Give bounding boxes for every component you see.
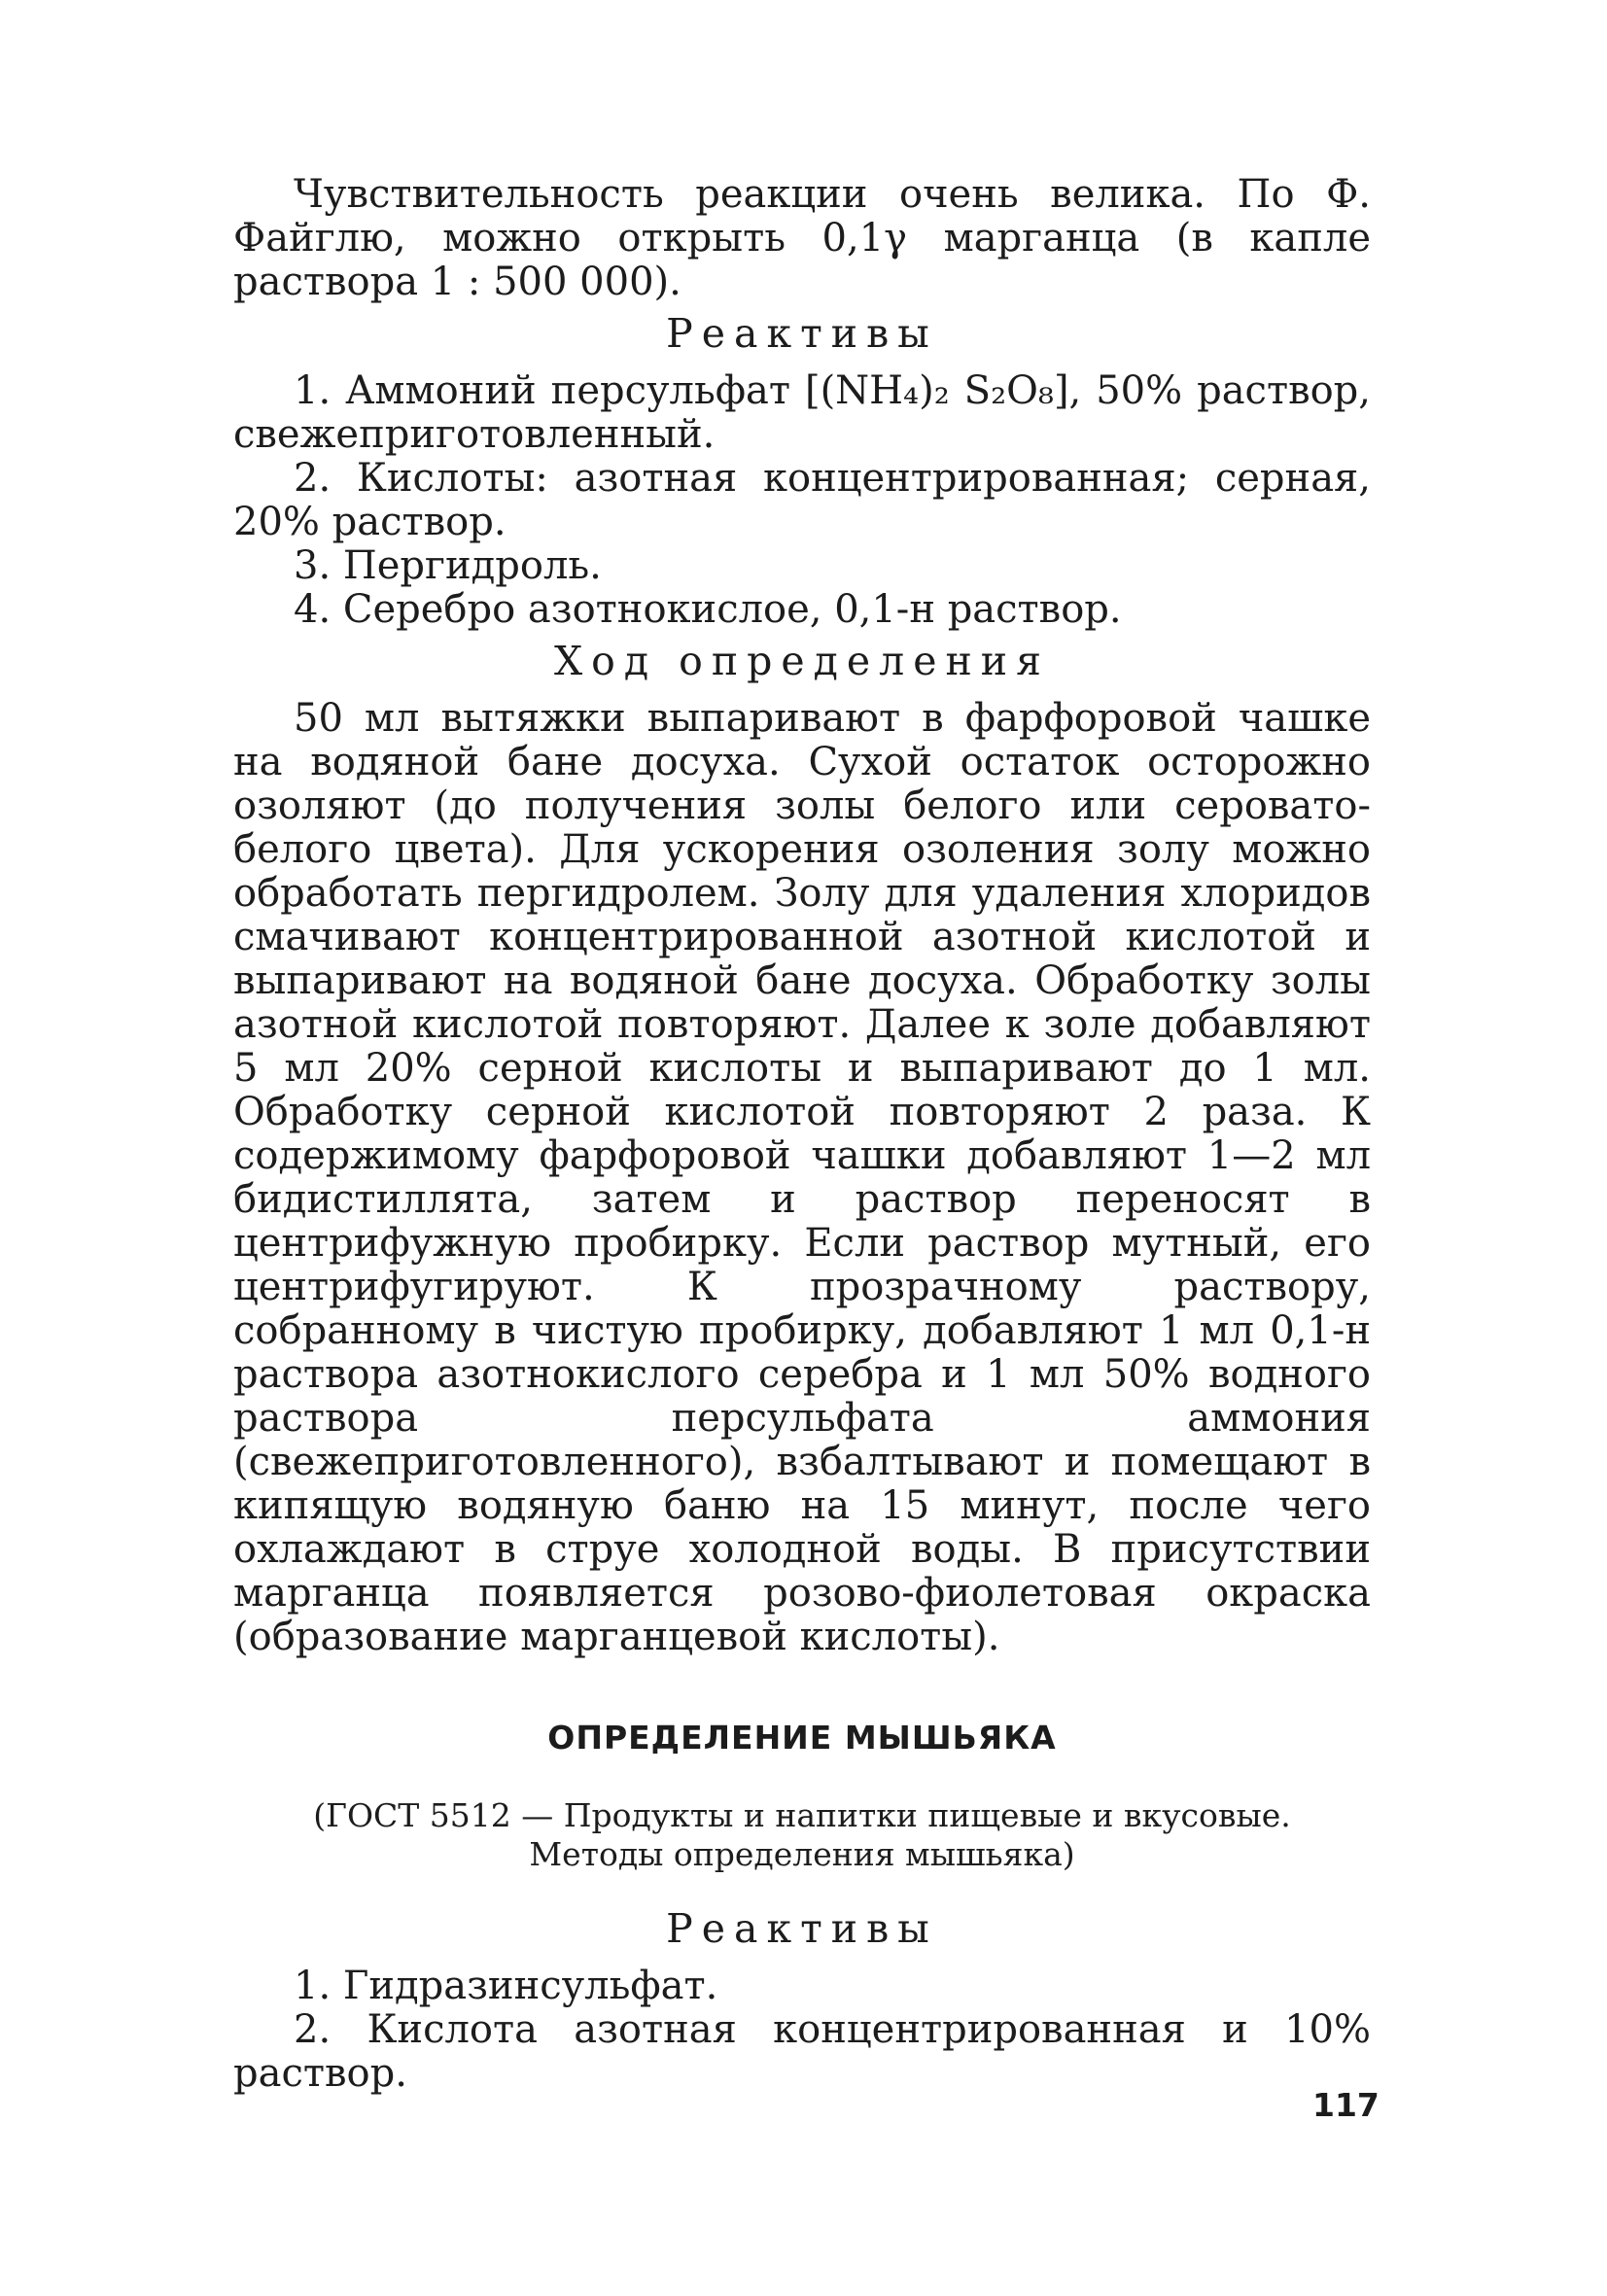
reagent-item: 2. Кислота азотная концентрированная и 10% раствор. <box>233 2007 1371 2096</box>
reagent-item: 3. Пергидроль. <box>294 543 602 588</box>
section-title: ОПРЕДЕЛЕНИЕ МЫШЬЯКА <box>547 1719 1057 1757</box>
procedure-paragraph: 50 мл вытяжки выпаривают в фарфоровой чашке на водяной бане досуха. Сухой остаток осторожно озоляют (до получения золы белого или серовато-белого цвета). Для ускорения озоления золу можно обработать пергидролем. Золу для удаления хлоридов смачивают концентрированной азотной кислотой и выпаривают на водяной бане досуха. Обработку золы азотной кислотой повторяют. Далее к золе добавляют 5 мл 20% серной кислоты и выпаривают до 1 мл. Обработку серной кислотой повторяют 2 раза. К содержимому фарфоровой чашки добавляют 1—2 мл бидистиллята, затем и раствор переносят в центрифужную пробирку. Если раствор мутный, его центрифугируют. К прозрачному раствору, собранному в чистую пробирку, добавляют 1 мл 0,1-н раствора азотнокислого серебра и 1 мл 50% водного раствора персульфата аммония (свежеприготовленного), взбалтывают и помещают в кипящую водяную баню на 15 минут, после чего охлаждают в струе холодной воды. В присутствии марганца появляется розово-фиолетовая окраска (образование марганцевой кислоты). <box>233 696 1371 1659</box>
gost-note <box>233 1796 1371 1874</box>
page-number: 117 <box>1312 2086 1380 2124</box>
procedure-heading: Ход определения <box>553 638 1050 684</box>
reagent-item: 1. Аммоний персульфат [(NH₄)₂ S₂O₈], 50% раствор, свежеприготовленный. <box>233 368 1371 457</box>
reagents-heading: Реактивы <box>666 310 938 357</box>
reagents-heading: Реактивы <box>666 1905 938 1952</box>
reagent-item: 4. Серебро азотнокислое, 0,1-н раствор. <box>294 587 1122 632</box>
reagent-item: 1. Гидразинсульфат. <box>294 1964 718 2008</box>
intro-paragraph: Чувствительность реакции очень велика. По Ф. Файглю, можно открыть 0,1γ марганца (в капле раствора 1 : 500 000). <box>233 172 1371 304</box>
reagent-item: 2. Кислоты: азотная концентрированная; серная, 20% раствор. <box>233 456 1371 544</box>
gost-note-line: (ГОСТ 5512 — Продукты и напитки пищевые и вкусовые. <box>313 1796 1291 1834</box>
page-body <box>233 173 1371 2096</box>
gost-note-line: Методы определения мышьяка) <box>529 1835 1075 1873</box>
